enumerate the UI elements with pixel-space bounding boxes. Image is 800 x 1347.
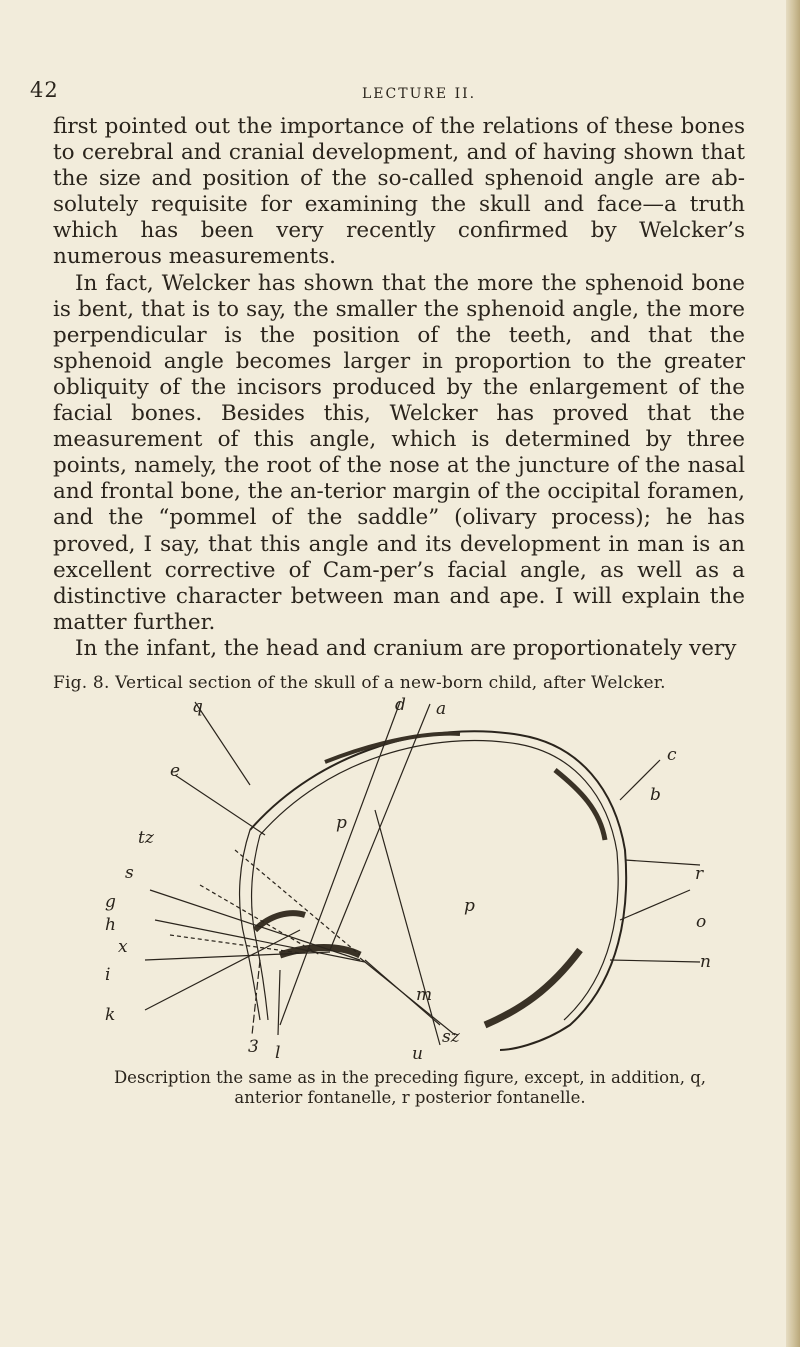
label-h: h xyxy=(105,915,116,935)
skull-vault-outer xyxy=(250,731,626,1050)
vault-hatched-top xyxy=(325,734,460,762)
label-3: 3 xyxy=(248,1037,259,1057)
label-k: k xyxy=(105,1005,116,1025)
label-u: u xyxy=(412,1044,423,1060)
paragraph-1: first pointed out the importance of the relations of these bones to cerebral and cranial development, and of having shown that the size and position of the so-called sphenoid angle are ab-solutely requisite for examining the skull and face—a truth which has been very recently confirmed by Welcker’s numerous measurements. xyxy=(53,114,745,270)
occipital-base-hatched xyxy=(485,950,580,1025)
label-p-left: p xyxy=(336,813,347,833)
line-3 xyxy=(252,960,260,1035)
label-tz: tz xyxy=(138,828,154,848)
label-n: n xyxy=(700,952,711,972)
skull-vault-inner xyxy=(260,741,618,1020)
line-l xyxy=(278,970,280,1035)
label-q: q xyxy=(192,697,203,717)
label-d: d xyxy=(395,695,406,715)
line-p xyxy=(375,810,440,1045)
label-g: g xyxy=(105,892,116,912)
line-e xyxy=(175,775,265,835)
running-head: LECTURE II. xyxy=(362,86,477,102)
book-spine-shadow xyxy=(786,0,800,1347)
label-x: x xyxy=(118,937,128,957)
line-r xyxy=(625,860,700,865)
line-i xyxy=(145,952,330,960)
page-number: 42 xyxy=(30,78,59,102)
label-l: l xyxy=(275,1043,281,1060)
label-c: c xyxy=(667,745,677,765)
label-i: i xyxy=(105,965,111,985)
label-r: r xyxy=(695,864,704,884)
label-sz: sz xyxy=(442,1027,460,1047)
body-text xyxy=(53,114,745,662)
label-e: e xyxy=(170,761,181,781)
line-s xyxy=(200,885,320,955)
skull-section-figure xyxy=(100,690,720,1060)
paragraph-3: In the infant, the head and cranium are proportionately very xyxy=(75,635,737,661)
paragraph-2: In fact, Welcker has shown that the more the sphenoid bone is bent, that is to say, the smaller the sphenoid angle, the more perpendicular is the position of the teeth, and that the sphenoid angle becomes larger in proportion to the greater obliquity of the incisors produced by the enlargement of the facial bones. Besides this, Welcker has proved that the measurement of this angle, which is determined by three points, namely, the root of the nose at the juncture of the nasal and frontal bone, the an-terior margin of the occipital foramen, and the “pommel of the saddle” (olivary process); he has proved, I say, that this angle and its development in man is an excellent corrective of Cam-per’s facial angle, as well as a distinctive character between man and ape. I will explain the matter further. xyxy=(53,270,745,635)
label-b: b xyxy=(650,785,661,805)
line-o xyxy=(620,890,690,920)
line-x xyxy=(170,935,300,953)
figure-description: Description the same as in the preceding figure, except, in addition, q, anterior fontanelle, r posterior fontanelle. xyxy=(113,1068,707,1107)
label-a: a xyxy=(436,699,447,719)
label-m: m xyxy=(416,985,433,1005)
line-n xyxy=(610,960,700,962)
line-q xyxy=(195,702,250,785)
label-o: o xyxy=(696,912,707,932)
label-s: s xyxy=(125,863,134,883)
figure-caption: Fig. 8. Vertical section of the skull of a new-born child, after Welcker. xyxy=(53,673,666,693)
label-p-right: p xyxy=(464,896,475,916)
